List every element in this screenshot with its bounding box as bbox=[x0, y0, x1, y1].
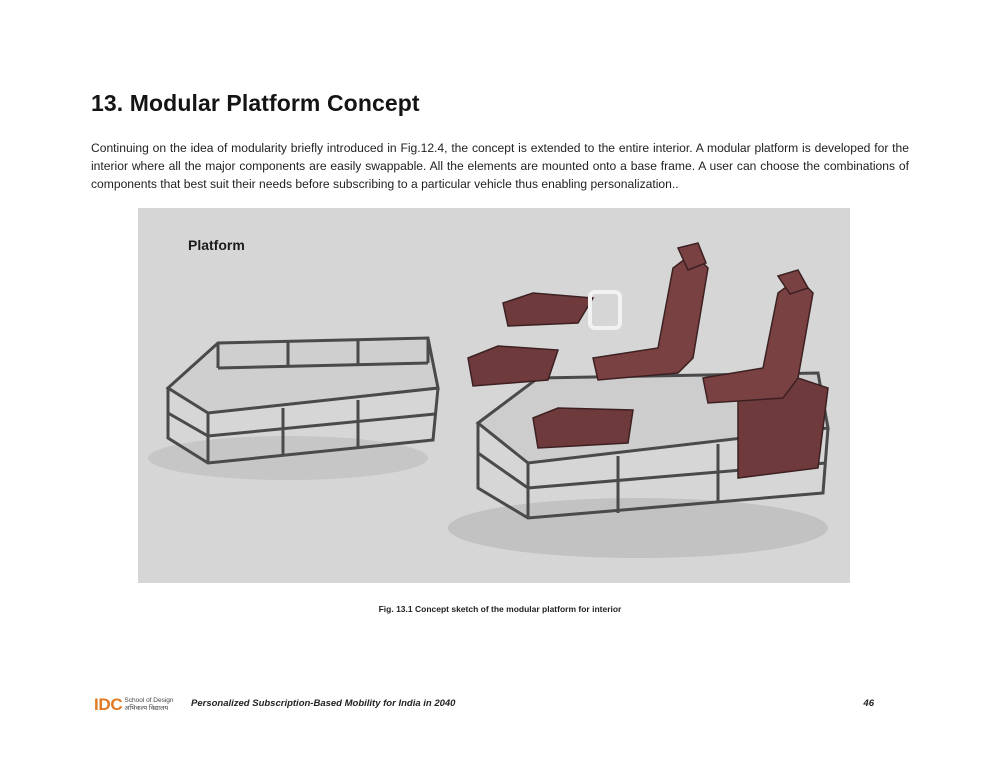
footer-title: Personalized Subscription-Based Mobility for India in 2040 bbox=[191, 698, 456, 709]
page-number: 46 bbox=[863, 698, 874, 709]
concept-sketch-figure bbox=[138, 208, 850, 583]
platform-sketch bbox=[138, 208, 850, 583]
page-title: 13. Modular Platform Concept bbox=[91, 90, 420, 116]
idc-logo bbox=[94, 695, 174, 715]
logo-line-hindi: अभिकल्प विद्यालय bbox=[124, 705, 169, 712]
figure-caption: Fig. 13.1 Concept sketch of the modular platform for interior bbox=[378, 604, 622, 614]
figure-label: Platform bbox=[188, 237, 245, 253]
page-footer bbox=[94, 695, 884, 715]
logo-mark: IDC bbox=[94, 695, 123, 714]
logo-line-english: School of Design bbox=[124, 697, 174, 704]
body-paragraph: Continuing on the idea of modularity briefly introduced in Fig.12.4, the concept is extended to the entire interior. A modular platform is developed for the interior where all the major components are easily swappable. All the elements are mounted onto a base frame. A user can choose the combinations of components that best suit their needs before subscribing to a particular vehicle thus enabling personalization.. bbox=[91, 141, 909, 191]
